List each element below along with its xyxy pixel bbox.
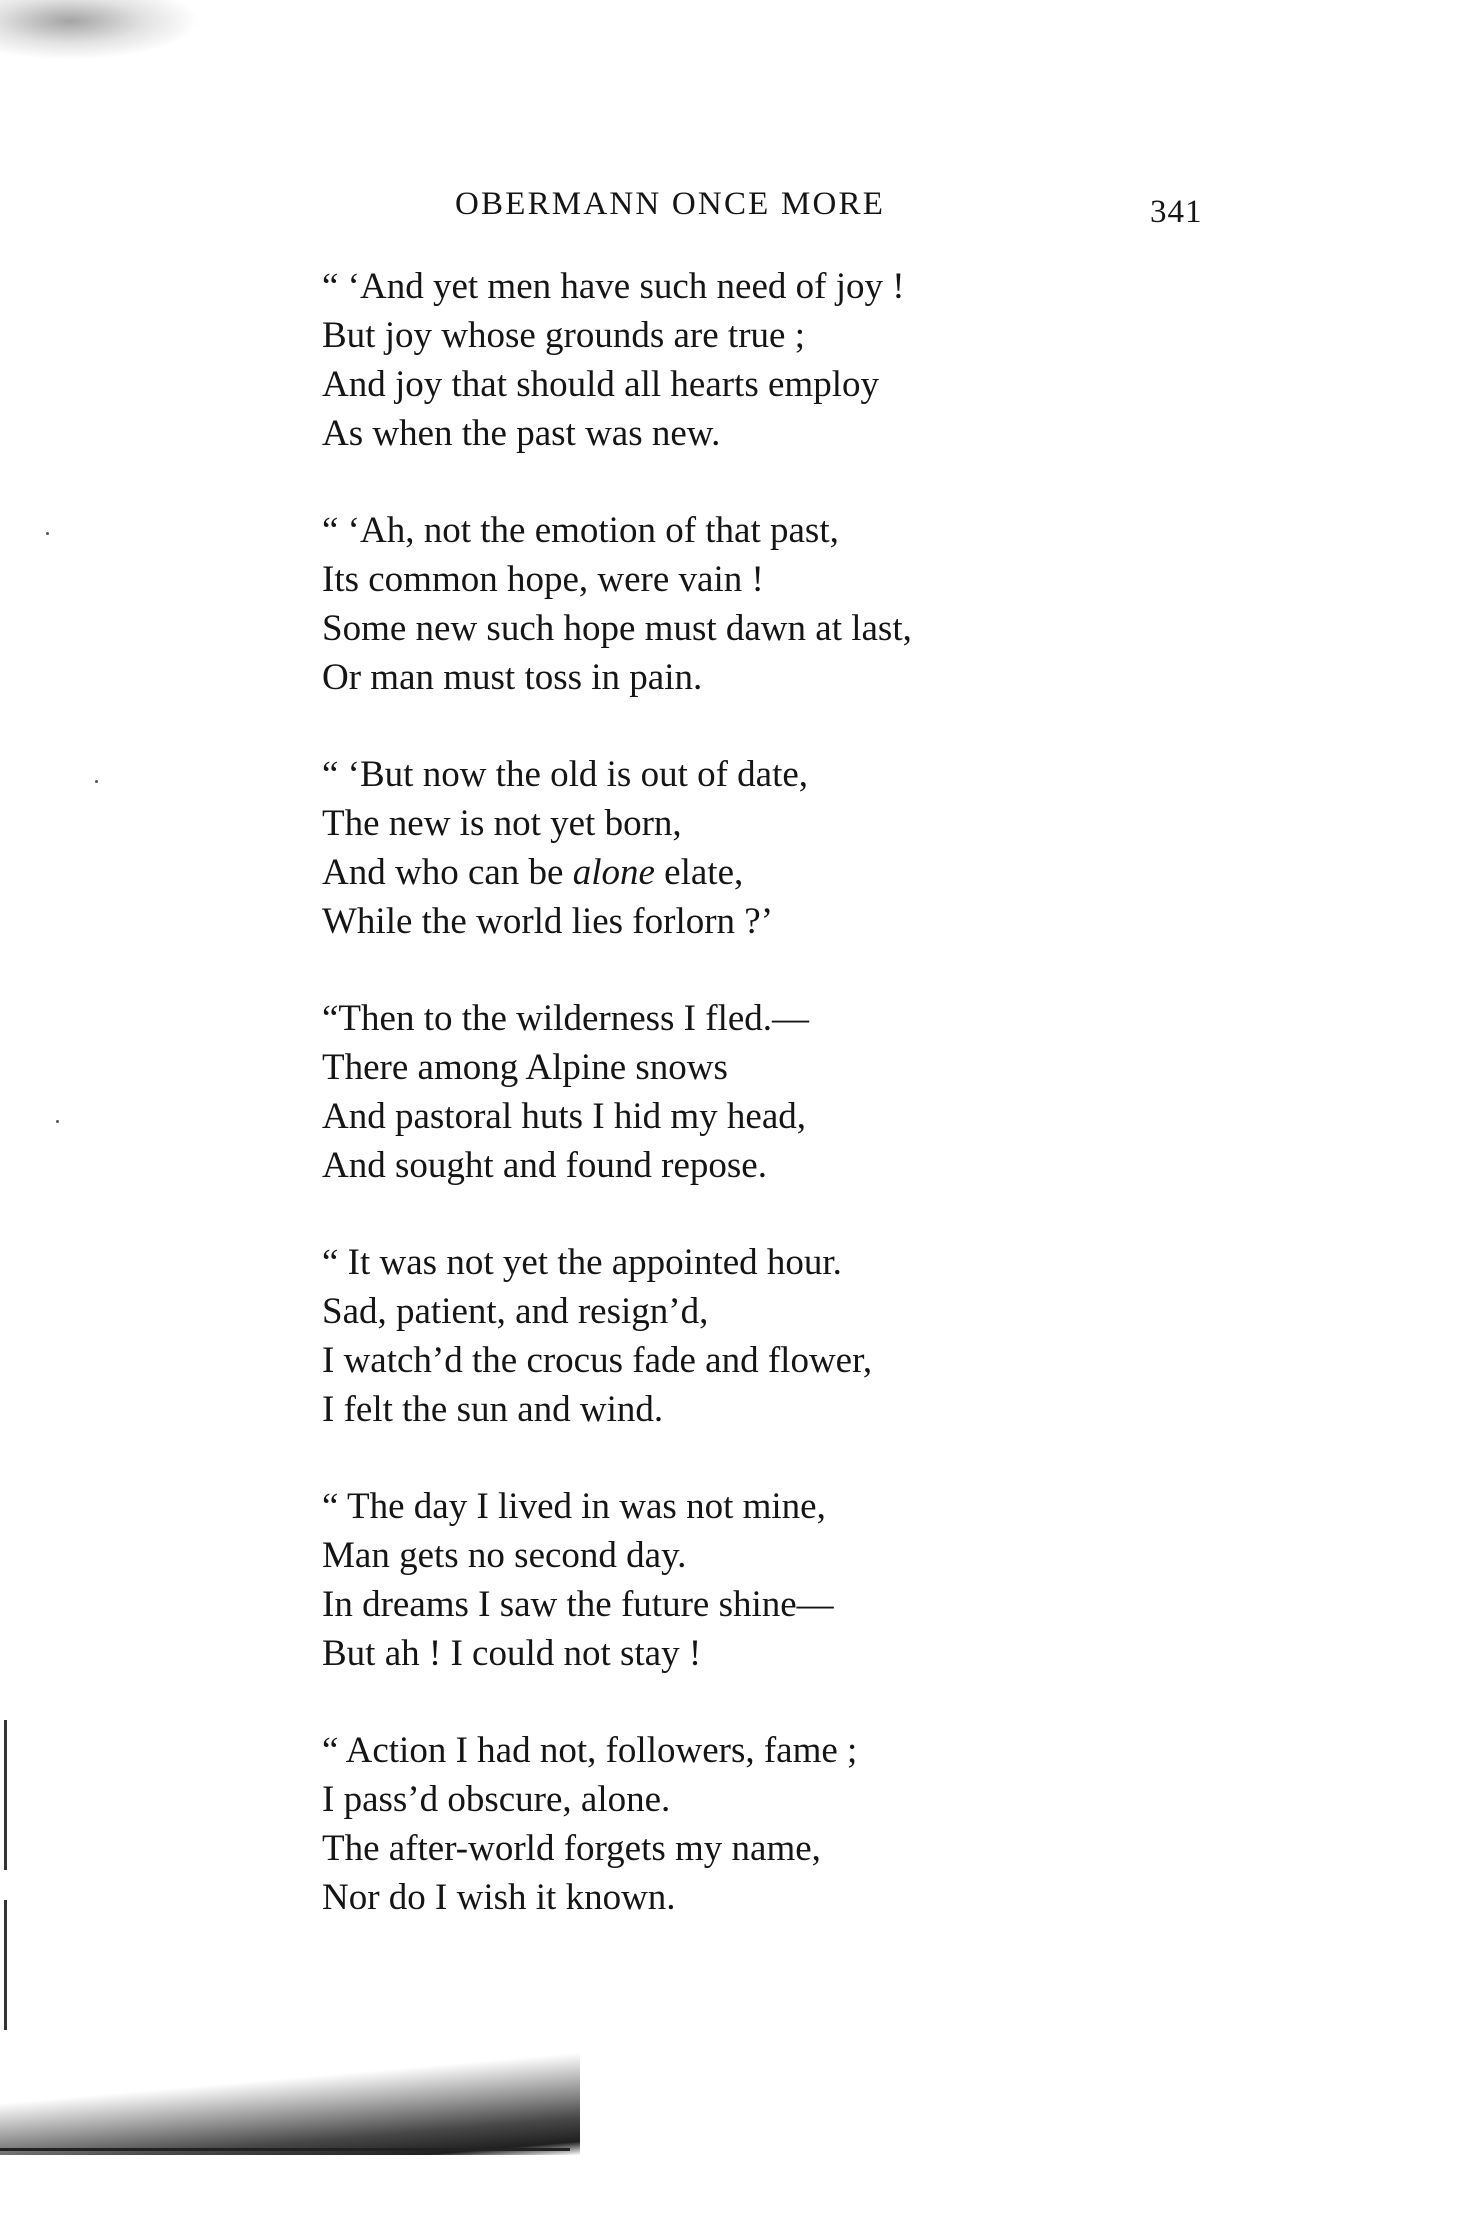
verse-line: Nor do I wish it known. bbox=[322, 1877, 676, 1918]
verse-line: In dreams I saw the future shine— bbox=[322, 1584, 834, 1625]
italic-word: alone bbox=[572, 852, 655, 893]
verse-line: “Then to the wilderness I fled.— bbox=[322, 998, 810, 1039]
verse-line bbox=[322, 848, 1322, 897]
verse-line: “ Action I had not, followers, fame ; bbox=[322, 1730, 858, 1771]
verse-line: The new is not yet born, bbox=[322, 803, 682, 844]
scan-speck bbox=[46, 532, 49, 535]
verse-line: “ It was not yet the appointed hour. bbox=[322, 1242, 842, 1283]
stanza bbox=[322, 262, 1322, 458]
verse-line: The after-world forgets my name, bbox=[322, 1828, 821, 1869]
stanza bbox=[322, 1482, 1322, 1678]
verse-line: And pastoral huts I hid my head, bbox=[322, 1096, 806, 1137]
verse-line: And sought and found repose. bbox=[322, 1145, 767, 1186]
stanza bbox=[322, 1726, 1322, 1922]
running-head bbox=[0, 186, 1482, 236]
verse-line: There among Alpine snows bbox=[322, 1047, 728, 1088]
verse-line: Man gets no second day. bbox=[322, 1535, 687, 1576]
scan-speck bbox=[56, 1120, 59, 1123]
verse-line: I felt the sun and wind. bbox=[322, 1389, 664, 1430]
verse-line: “ The day I lived in was not mine, bbox=[322, 1486, 826, 1527]
stanza bbox=[322, 994, 1322, 1190]
poem-body bbox=[322, 262, 1322, 1970]
scan-smudge bbox=[0, 0, 200, 60]
verse-line: Sad, patient, and resign’d, bbox=[322, 1291, 709, 1332]
verse-line: While the world lies forlorn ?’ bbox=[322, 901, 774, 942]
verse-line: “ ‘Ah, not the emotion of that past, bbox=[322, 510, 839, 551]
verse-line: Or man must toss in pain. bbox=[322, 657, 703, 698]
scan-edge-line bbox=[0, 2148, 570, 2151]
verse-line: I pass’d obscure, alone. bbox=[322, 1779, 671, 1820]
verse-line: I watch’d the crocus fade and flower, bbox=[322, 1340, 873, 1381]
verse-line: “ ‘And yet men have such need of joy ! bbox=[322, 266, 905, 307]
stanza bbox=[322, 750, 1322, 946]
verse-line: Some new such hope must dawn at last, bbox=[322, 608, 912, 649]
scan-edge-line bbox=[4, 1720, 7, 1870]
verse-line: “ ‘But now the old is out of date, bbox=[322, 754, 809, 795]
scan-edge-line bbox=[4, 1900, 7, 2030]
stanza bbox=[322, 506, 1322, 702]
page-number: 341 bbox=[1150, 194, 1203, 230]
verse-line-start: And who can be bbox=[322, 852, 573, 893]
stanza bbox=[322, 1238, 1322, 1434]
scan-shadow bbox=[0, 2035, 580, 2155]
verse-line: Its common hope, were vain ! bbox=[322, 559, 764, 600]
verse-line-end: elate, bbox=[654, 852, 744, 893]
verse-line: But joy whose grounds are true ; bbox=[322, 315, 805, 356]
scan-speck bbox=[95, 780, 98, 783]
verse-line: And joy that should all hearts employ bbox=[322, 364, 879, 405]
verse-line: As when the past was new. bbox=[322, 413, 721, 454]
running-title: OBERMANN ONCE MORE bbox=[455, 186, 886, 222]
verse-line: But ah ! I could not stay ! bbox=[322, 1633, 702, 1674]
